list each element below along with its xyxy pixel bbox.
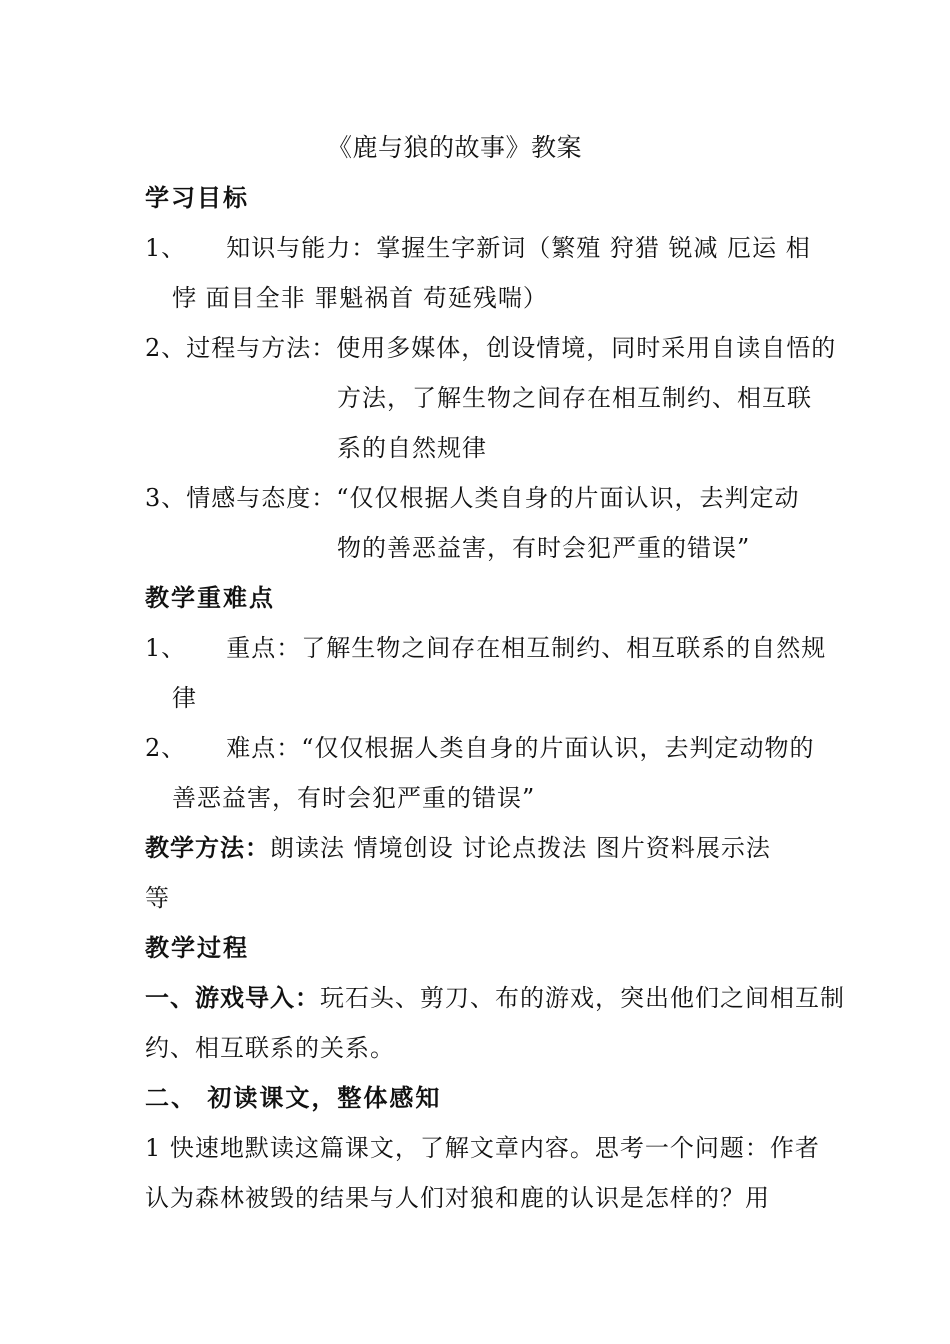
document-title: 《鹿与狼的故事》教案 <box>327 133 583 162</box>
game-intro-text: 玩石头、剪刀、布的游戏，突出他们之间相互制 <box>320 984 845 1012</box>
section-heading-key-points: 教学重难点 <box>145 584 275 612</box>
game-intro-label: 一、游戏导入： <box>145 984 320 1012</box>
section-heading-learning-goals: 学习目标 <box>145 184 249 212</box>
goal-2-line-3: 系的自然规律 <box>337 434 487 462</box>
goal-3-line-1: 3、情感与态度：“仅仅根据人类自身的片面认识，去判定动 <box>145 484 800 512</box>
list-number: 1、 <box>145 234 187 262</box>
goal-2-line-1: 2、过程与方法：使用多媒体，创设情境，同时采用自读自悟的 <box>145 334 837 362</box>
key-point-2-line-1 <box>145 732 815 764</box>
goal-3-line-2: 物的善恶益害，有时会犯严重的错误” <box>337 534 751 562</box>
key-point-2-text: 难点：“仅仅根据人类自身的片面认识，去判定动物的 <box>226 734 815 762</box>
teaching-methods-line-1 <box>145 832 771 864</box>
key-point-1-line-1 <box>145 632 826 664</box>
subheading-first-reading: 二、 初读课文，整体感知 <box>145 1084 442 1112</box>
reading-task-line-2: 认为森林被毁的结果与人们对狼和鹿的认识是怎样的？用 <box>145 1184 770 1212</box>
key-point-1-text: 重点：了解生物之间存在相互制约、相互联系的自然规 <box>226 634 827 662</box>
list-number: 1、 <box>145 634 187 662</box>
key-point-2-line-2: 善恶益害，有时会犯严重的错误” <box>172 784 536 812</box>
game-intro-line-2: 约、相互联系的关系。 <box>145 1034 395 1062</box>
goal-1-line-2: 悖 面目全非 罪魁祸首 苟延残喘） <box>172 284 548 312</box>
teaching-methods-line-2: 等 <box>145 884 170 912</box>
list-number: 2、 <box>145 734 187 762</box>
goal-2-line-2: 方法，了解生物之间存在相互制约、相互联 <box>337 384 812 412</box>
key-point-1-line-2: 律 <box>172 684 197 712</box>
teaching-methods-label: 教学方法： <box>145 834 270 862</box>
reading-task-line-1: 1 快速地默读这篇课文，了解文章内容。思考一个问题：作者 <box>145 1134 820 1162</box>
goal-1-line-1 <box>145 232 811 264</box>
section-heading-teaching-process: 教学过程 <box>145 934 249 962</box>
teaching-methods-text: 朗读法 情境创设 讨论点拨法 图片资料展示法 <box>270 834 771 862</box>
goal-1-text: 知识与能力：掌握生字新词（繁殖 狩猎 锐减 厄运 相 <box>226 234 811 262</box>
game-intro-line-1 <box>145 982 845 1014</box>
